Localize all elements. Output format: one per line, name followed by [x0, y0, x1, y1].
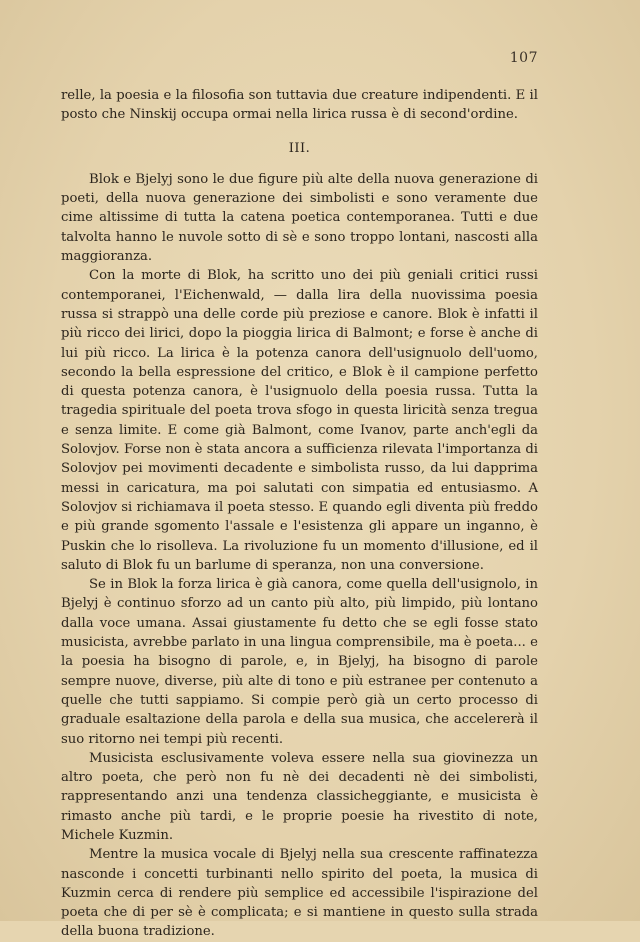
- body-text: [61, 86, 538, 942]
- paragraph-2: Con la morte di Blok, ha scritto uno dei più geniali critici russi contemporanei, l'Eichenwald, — dalla lira della nuovissima poesia russa si strappò una delle corde più preziose e canore. Blok è infatti il più ricco dei lirici, dopo la pioggia lirica di Balmont; e forse è anche di lui più ricco. La lirica è la potenza canora dell'usignuolo dell'uomo, secondo la bella espressione del critico, e Blok è il campione perfetto di questa potenza canora, è l'usignuolo della poesia russa. Tutta la tragedia spirituale del poeta trova sfogo in questa liricità senza tregua e senza limite. E come già Balmont, come Ivanov, parte anch'egli da Solovjov. Forse non è stata ancora a sufficienza rilevata l'importanza di Solovjov pei movimenti decadente e simbolista russo, da lui dapprima messi in caricatura, ma poi salutati con simpatia ed entusiasmo. A Solovjov si richiamava il poeta stesso. E quando egli diventa più freddo e più grande sgomento l'assale e l'esistenza gli appare un inganno, è Puskin che lo risolleva. La rivoluzione fu un momento d'illusione, ed il saluto di Blok fu un barlume di speranza, non una conversione.: [61, 268, 538, 573]
- paragraph-3: Se in Blok la forza lirica è già canora, come quella dell'usignolo, in Bjelyj è continuo sforzo ad un canto più alto, più limpido, più lontano dalla voce umana. Assai giustamente fu detto che se egli fosse stato musicista, avrebbe parlato in una lingua comprensibile, ma è poeta... e la poesia ha bisogno di parole, e, in Bjelyj, ha bisogno di parole sempre nuove, diverse, più alte di tono e più estranee per contenuto a quelle che tutti sappiamo. Si compie però già un certo processo di graduale esaltazione della parola e della sua musica, che accelererà il suo ritorno nei tempi più recenti.: [61, 577, 538, 747]
- paragraph-4: Musicista esclusivamente voleva essere nella sua giovinezza un altro poeta, che però non fu nè dei decadenti nè dei simbolisti, rappresentando anzi una tendenza classicheggiante, e musicista è rimasto anche più tardi, e le proprie poesie ha rivestito di note, Michele Kuzmin.: [61, 750, 538, 843]
- paragraph-5: Mentre la musica vocale di Bjelyj nella sua crescente raffinatezza nasconde i concetti turbinanti nello spirito del poeta, la musica di Kuzmin cerca di rendere più semplice ed accessibile l'ispirazione del poeta che di per sè è complicata; e si mantiene in questo sulla strada della buona tradizione.: [61, 847, 538, 940]
- paragraph-1: Blok e Bjelyj sono le due figure più alte della nuova generazione di poeti, della nuova generazione dei simbolisti e sono veramente due cime altissime di tutta la catena poetica contemporanea. Tutti e due talvolta hanno le nuvole sotto di sè e sono troppo lontani, nascosti alla maggioranza.: [61, 171, 538, 265]
- page-number: 107: [509, 50, 538, 66]
- section-heading: III.: [288, 140, 311, 156]
- continuation-paragraph: relle, la poesia e la filosofia son tuttavia due creature indipendenti. E il posto che Ninskij occupa ormai nella lirica russa è di second'ordine.: [61, 88, 538, 123]
